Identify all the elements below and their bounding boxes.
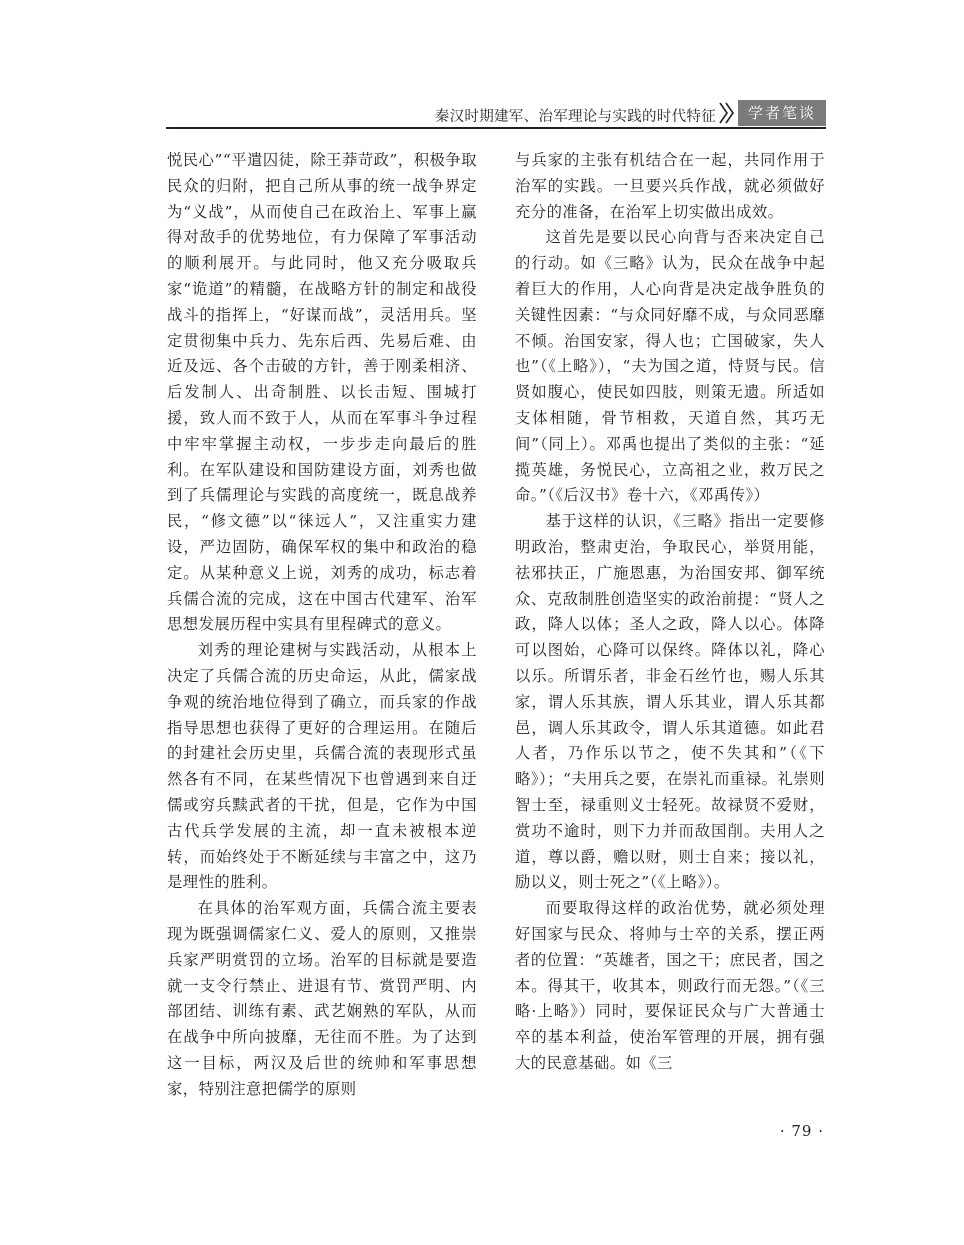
- left-column: [167, 148, 477, 1102]
- paragraph: 在具体的治军观方面，兵儒合流主要表现为既强调儒家仁义、爱人的原则，又推崇兵家严明赏罚的立场。治军的目标就是要造就一支令行禁止、进退有节、赏罚严明、内部团结、训练有素、武艺娴熟的军队，从而在战争中所向披靡，无往而不胜。为了达到这一目标，两汉及后世的统帅和军事思想家，特别注意把儒学的原则: [167, 899, 477, 1098]
- header-divider: [166, 127, 826, 129]
- paragraph: 这首先是要以民心向背与否来决定自己的行动。如《三略》认为，民众在战争中起着巨大的作用，人心向背是决定战争胜负的关键性因素：“与众同好靡不成，与众同恶靡不倾。治国安家，得人也；亡国破家，失人也”（《上略》），“夫为国之道，恃贤与民。信贤如腹心，使民如四肢，则策无遗。所适如支体相随，骨节相救，天道自然，其巧无间”（同上）。邓禹也提出了类似的主张：“延揽英雄，务悦民心，立高祖之业，救万民之命。”（《后汉书》卷十六，《邓禹传》）: [515, 228, 825, 505]
- paragraph: 基于这样的认识，《三略》指出一定要修明政治，整肃吏治，争取民心，举贤用能，祛邪扶正，广施恩惠，为治国安邦、御军统众、克敌制胜创造坚实的政治前提：“贤人之政，降人以体；圣人之政，降人以心。体降可以图始，心降可以保终。降体以礼，降心以乐。所谓乐者，非金石丝竹也，赐人乐其家，谓人乐其族，谓人乐其业，谓人乐其都邑，调人乐其政令，谓人乐其道德。如此君人者，乃作乐以节之，使不失其和”（《下略》）；“夫用兵之要，在崇礼而重禄。礼崇则智士至，禄重则义士轻死。故禄贤不爱财，赏功不逾时，则下力并而敌国削。夫用人之道，尊以爵，赡以财，则士自来；接以礼，励以义，则士死之”（《上略》）。: [515, 512, 825, 892]
- paragraph: 与兵家的主张有机结合在一起，共同作用于治军的实践。一旦要兴兵作战，就必须做好充分的准备，在治军上切实做出成效。: [515, 151, 825, 221]
- running-header-title: 秦汉时期建军、治军理论与实践的时代特征: [434, 109, 716, 125]
- section-tag: 学者笔谈: [738, 100, 826, 126]
- paragraph: 刘秀的理论建树与实践活动，从根本上决定了兵儒合流的历史命运，从此，儒家战争观的统治地位得到了确立，而兵家的作战指导思想也获得了更好的合理运用。在随后的封建社会历史里，兵儒合流的表现形式虽然各有不同，在某些情况下也曾遇到来自迂儒或穷兵黩武者的干扰，但是，它作为中国古代兵学发展的主流，却一直未被根本逆转，而始终处于不断延续与丰富之中，这乃是理性的胜利。: [167, 641, 477, 892]
- page-number: · 79 ·: [779, 1122, 824, 1140]
- paragraph: 悦民心”“平遣囚徒，除王莽苛政”，积极争取民众的归附，把自己所从事的统一战争界定为“义战”，从而使自己在政治上、军事上赢得对敌手的优势地位，有力保障了军事活动的顺利展开。与此同时，他又充分吸取兵家“诡道”的精髓，在战略方针的制定和战役战斗的指挥上，“好谋而战”，灵活用兵。坚定贯彻集中兵力、先东后西、先易后难、由近及远、各个击破的方针，善于刚柔相济、后发制人、出奇制胜、以长击短、围城打援，致人而不致于人，从而在军事斗争过程中牢牢掌握主动权，一步步走向最后的胜利。在军队建设和国防建设方面，刘秀也做到了兵儒理论与实践的高度统一，既息战养民，“修文德”以“徕远人”，又注重实力建设，严边固防，确保军权的集中和政治的稳定。从某种意义上说，刘秀的成功，标志着兵儒合流的完成，这在中国古代建军、治军思想发展历程中实具有里程碑式的意义。: [167, 151, 477, 634]
- running-header: [166, 98, 826, 128]
- paragraph: 而要取得这样的政治优势，就必须处理好国家与民众、将帅与士卒的关系，摆正两者的位置：“英雄者，国之干；庶民者，国之本。得其干，收其本，则政行而无怨。”（《三略·上略》）同时，要保证民众与广大普通士卒的基本利益，使治军管理的开展，拥有强大的民意基础。如《三: [515, 899, 825, 1072]
- chevron-right-icon: [718, 100, 736, 126]
- right-column: [515, 148, 825, 1077]
